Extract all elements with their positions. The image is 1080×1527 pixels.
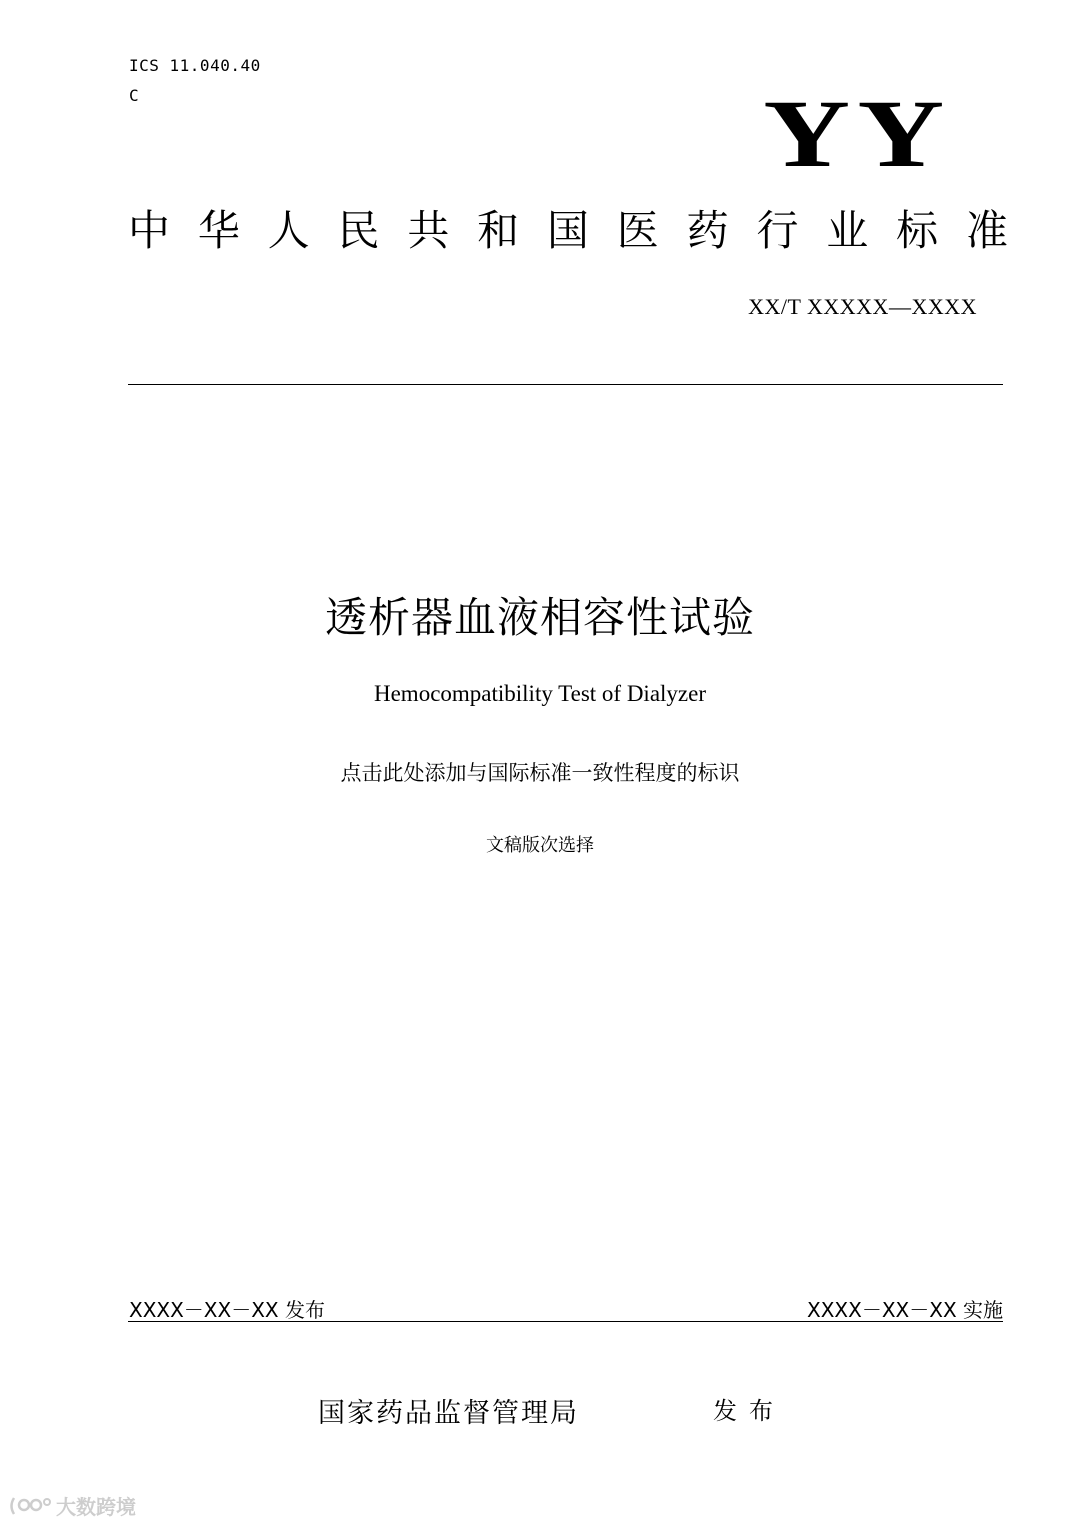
standard-name-char: 行 [756,206,799,255]
standard-name-char: 共 [407,206,450,255]
standard-name-char: 国 [546,206,589,255]
standard-name-char: 中 [128,206,171,255]
implement-date: XXXX－XX－XX 实施 [807,1298,1003,1322]
publisher-name: 国家药品监督管理局 [318,1398,579,1429]
watermark [8,1491,136,1520]
standard-code: XX/T XXXXX—XXXX [748,294,977,319]
document-title-en: Hemocompatibility Test of Dialyzer [373,681,707,706]
standard-name-char: 准 [965,206,1008,255]
standard-name-char: 民 [337,206,380,255]
yy-logo: YY [763,80,952,187]
standard-name [128,206,1008,256]
draft-version-select[interactable]: 文稿版次选择 [486,835,594,856]
standard-name-char: 和 [477,206,520,255]
ccs-code: C [129,86,140,105]
standard-name-char: 医 [616,206,659,255]
consistency-placeholder[interactable]: 点击此处添加与国际标准一致性程度的标识 [340,761,740,785]
publish-label: 发布 [713,1397,785,1425]
standard-name-char: 药 [686,206,729,255]
document-title-cn: 透析器血液相容性试验 [324,593,755,642]
standard-name-char: 华 [197,206,240,255]
standard-name-char: 人 [267,206,310,255]
top-divider [128,384,1003,385]
watermark-logo-icon [8,1495,52,1517]
standard-name-char: 标 [896,206,939,255]
issue-date: XXXX－XX－XX 发布 [129,1298,325,1322]
ics-code: ICS 11.040.40 [129,56,261,75]
watermark-text: 大数跨境 [56,1495,136,1519]
bottom-divider [128,1321,1003,1322]
standard-name-char: 业 [826,206,869,255]
